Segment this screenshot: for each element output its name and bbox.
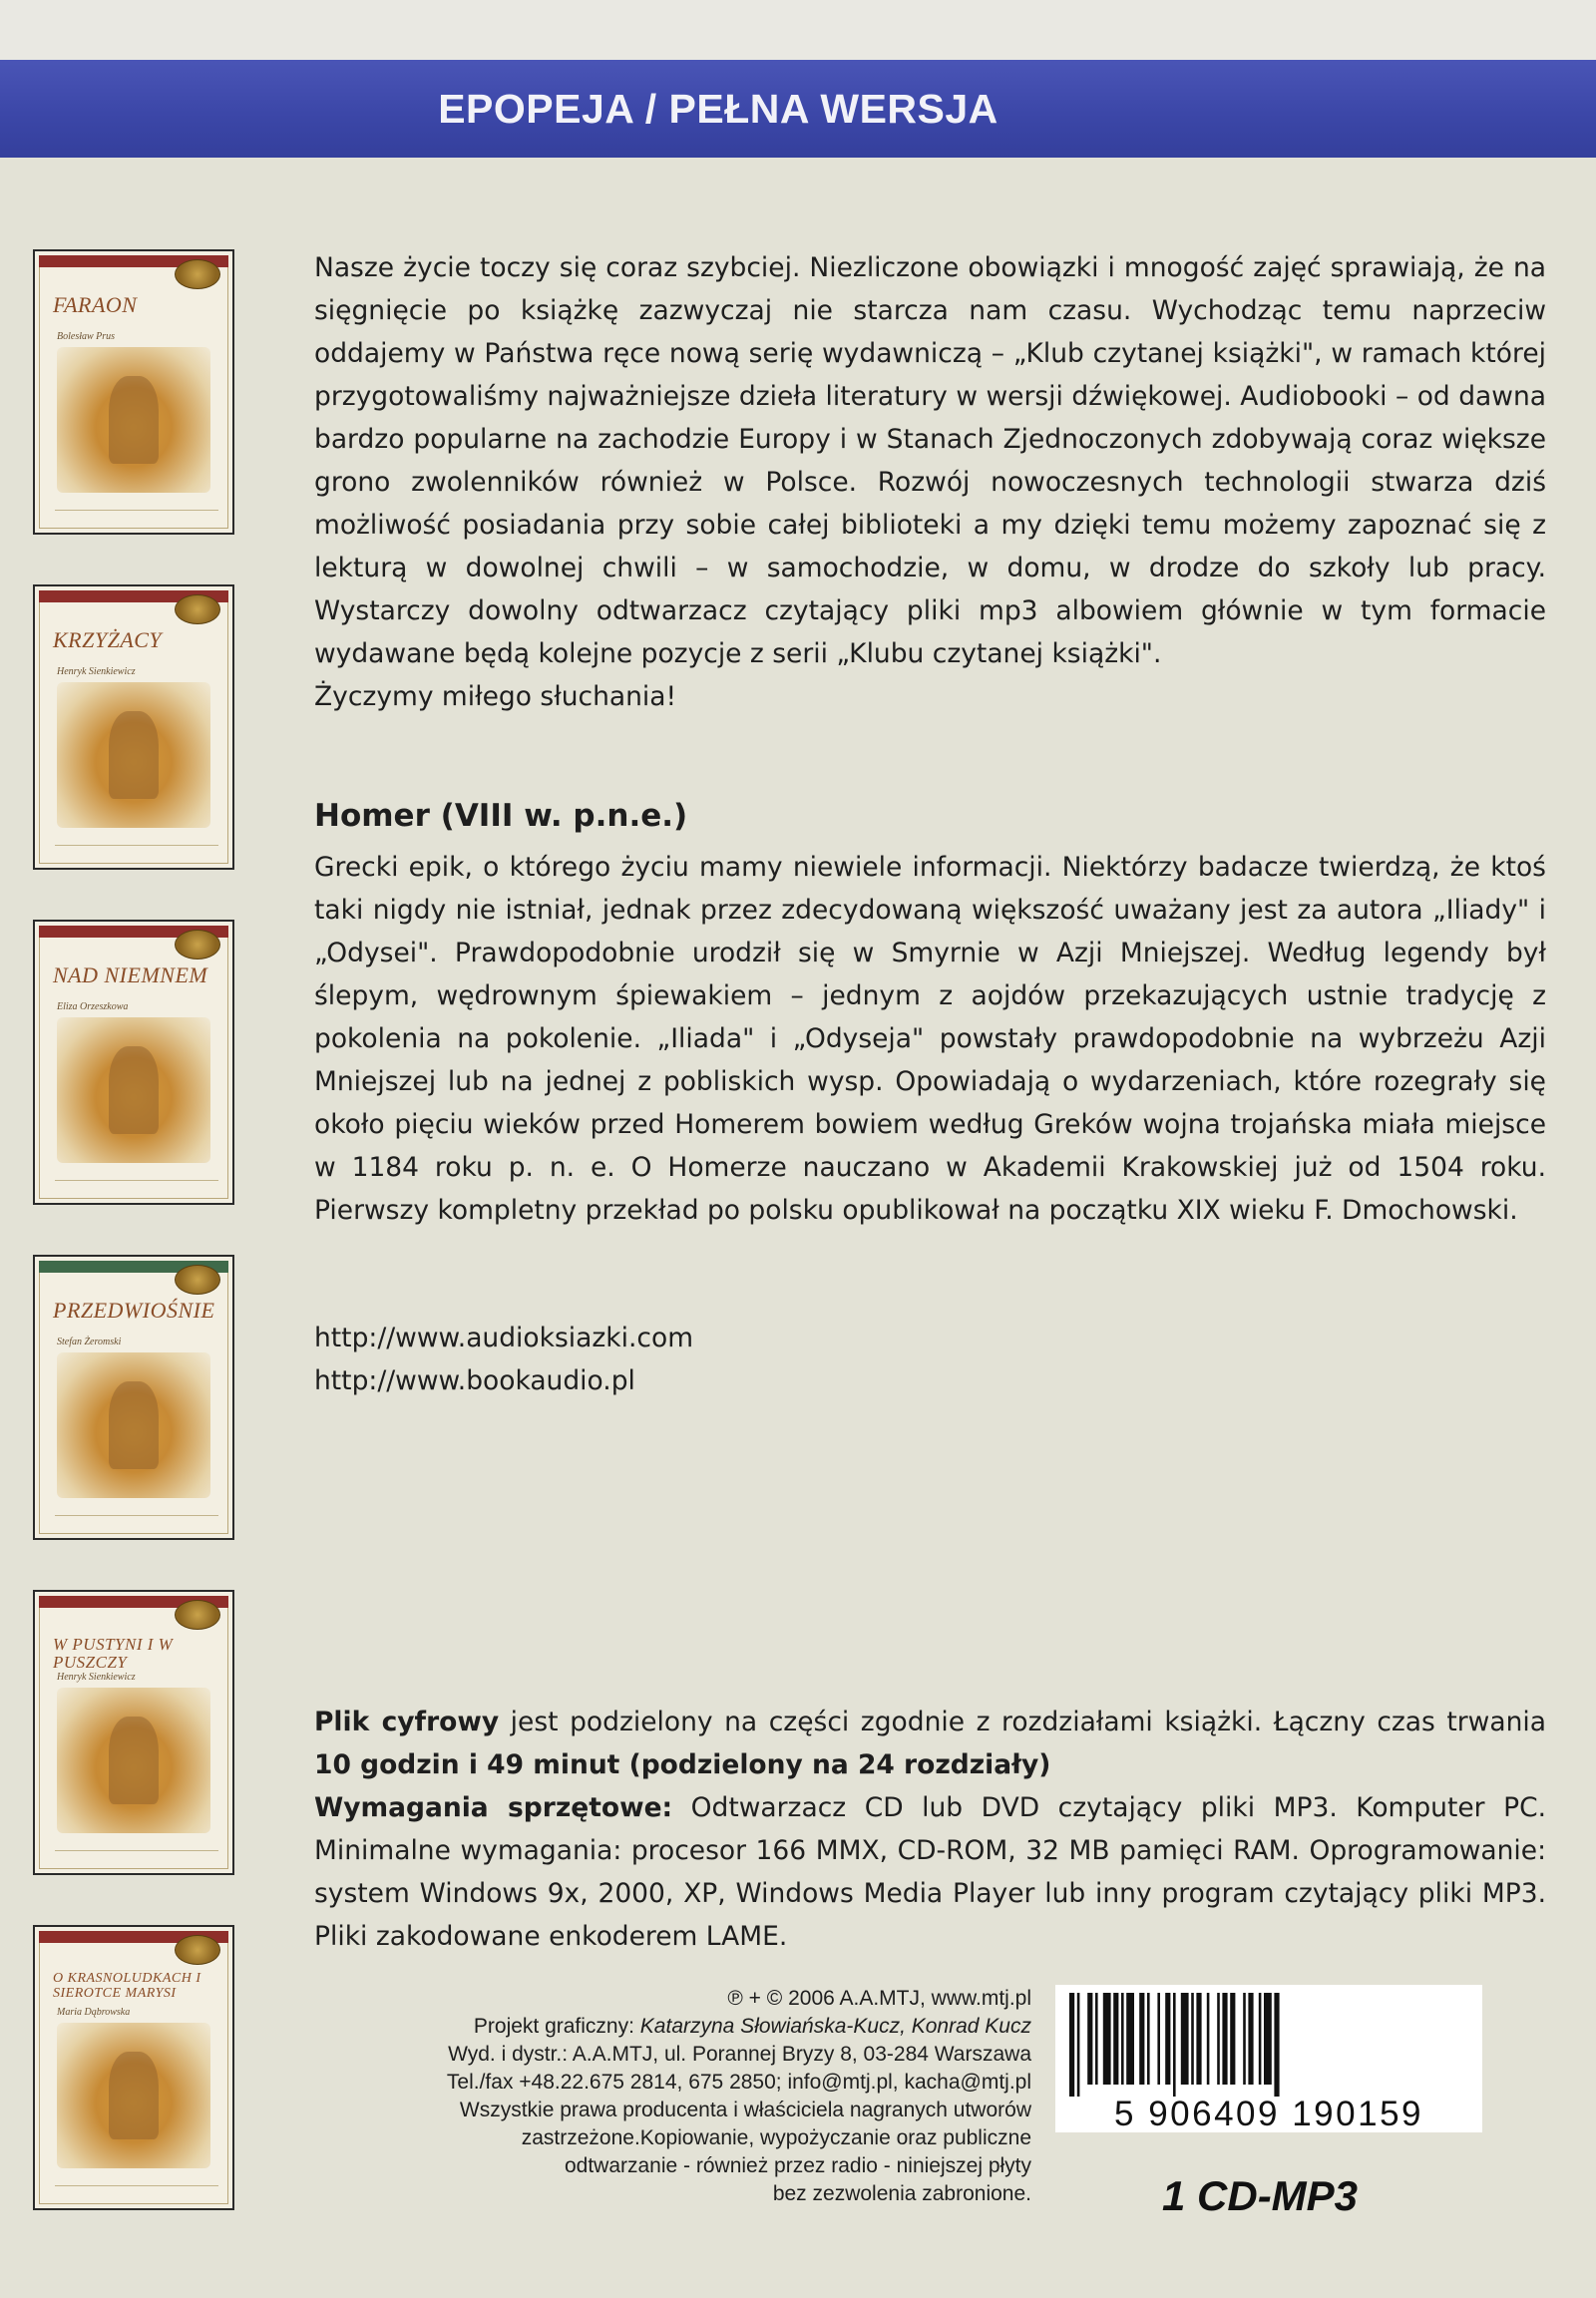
requirements-label: Wymagania sprzętowe: (314, 1792, 673, 1823)
cover-author: Henryk Sienkiewicz (57, 666, 136, 677)
cover-thumbnail (33, 1590, 234, 1875)
barcode-bar (1095, 1993, 1098, 2085)
badge-icon (175, 930, 220, 959)
cover-illustration (57, 2023, 210, 2168)
barcode (1055, 1985, 1482, 2132)
barcode-bar (1103, 1993, 1111, 2085)
cover-thumbnail (33, 249, 234, 535)
barcode-bar (1243, 1993, 1246, 2085)
credits (249, 1985, 1031, 2208)
intro-closing: Życzymy miłego słuchania! (314, 681, 677, 712)
badge-icon (175, 1935, 220, 1965)
homer-heading: Homer (VIII w. p.n.e.) (314, 798, 688, 834)
barcode-bar (1274, 1993, 1279, 2097)
technical-info (314, 1701, 1546, 1958)
barcode-bar (1222, 1993, 1227, 2085)
rights-notice: odtwarzanie - również przez radio - niniejszej płyty (564, 2154, 1031, 2177)
badge-icon (175, 594, 220, 624)
designer-names: Katarzyna Słowiańska-Kucz, Konrad Kucz (639, 2015, 1031, 2038)
barcode-bar (1077, 1993, 1080, 2097)
barcode-bar (1126, 1993, 1134, 2085)
cover-title: FARAON (53, 292, 138, 317)
links-section (314, 1317, 693, 1402)
barcode-bar (1121, 1993, 1124, 2085)
publisher-address: Wyd. i dystr.: A.A.MTJ, ul. Porannej Bryzy 8, 03-284 Warszawa (448, 2043, 1031, 2066)
barcode-bar (1165, 1993, 1170, 2085)
cover-thumbnail (33, 920, 234, 1205)
cover-title: KRZYŻACY (53, 627, 163, 652)
barcode-bar (1157, 1993, 1160, 2085)
barcode-bar (1087, 1993, 1092, 2085)
design-credit: Projekt graficzny: Katarzyna Słowiańska-Kucz, Konrad Kucz (473, 2015, 1031, 2038)
barcode-bar (1147, 1993, 1150, 2085)
cover-illustration (57, 1352, 210, 1498)
barcode-bar (1217, 1993, 1220, 2085)
cover-illustration (57, 682, 210, 828)
copyright-line: ℗ + © 2006 A.A.MTJ, www.mtj.pl (727, 1987, 1031, 2010)
barcode-bar (1230, 1993, 1235, 2085)
barcode-bar (1207, 1993, 1210, 2085)
website-link[interactable]: http://www.bookaudio.pl (314, 1365, 635, 1396)
file-text: jest podzielony na części zgodnie z rozdziałami książki. Łączny czas trwania (499, 1707, 1546, 1737)
intro-paragraph: Nasze życie toczy się coraz szybciej. Niezliczone obowiązki i mnogość zajęć sprawiają, że na sięgnięcie po książkę zazwyczaj nie starcza nam czasu. Wychodząc temu naprzeciw oddajemy w Państwa ręce nową serię wydawniczą – „Klub czytanej książki", w ramach której przygotowaliśmy najważniejsze dzieła literatury w wersji dźwiękowej. Audiobooki – od dawna bardzo popularne na zachodzie Europy i w Stanach Zjednoczonych zdobywają coraz większe grono zwolenników również w Polsce. Rozwój nowoczesnych technologii stwarza dziś możliwość posiadania przy sobie całej biblioteki a my dzięki temu możemy zapoznać się z lekturą w dowolnej chwili – w samochodzie, w domu, w drodze do szkoły lub pracy. Wystarczy dowolny odtwarzacz czytający pliki mp3 albowiem głównie w tym formacie wydawane będą kolejne pozycje z serii „Klubu czytanej książki". (314, 252, 1546, 669)
badge-icon (175, 1265, 220, 1295)
badge-icon (175, 259, 220, 289)
rights-notice: Wszystkie prawa producenta i właściciela nagranych utworów (459, 2099, 1031, 2121)
cover-author: Eliza Orzeszkowa (57, 1001, 129, 1012)
homer-biography: Grecki epik, o którego życiu mamy niewiele informacji. Niektórzy badacze twierdzą, że ktoś taki nigdy nie istniał, jednak przez zdecydowaną większość uważany jest za autora „Iliady" i „Odysei". Prawdopodobnie urodził się w Smyrnie w Azji Mniejszej. Według legendy był ślepym, wędrownym śpiewakiem – jednym z aojdów przekazujących ustnie tradycję z pokolenia na pokolenie. „Iliada" i „Odyseja" powstały prawdopodobnie na wybrzeżu Azji Mniejszej lub na jednej z pobliskich wysp. Opowiadają o wydarzeniach, które rozegrały się około pięciu wieków przed Homerem bowiem według Greków wojna trojańska miała miejsce w 1184 roku p. n. e. O Homerze nauczano w Akademii Krakowskiej już od 1504 roku. Pierwszy kompletny przekład po polsku opublikował na początku XIX wieku F. Dmochowski. (314, 852, 1546, 1226)
duration: 10 godzin i 49 minut (podzielony na 24 rozdziały) (314, 1749, 1051, 1780)
cover-thumbnail (33, 1925, 234, 2210)
cover-title: PRZEDWIOŚNIE (53, 1298, 215, 1323)
cover-illustration (57, 1688, 210, 1833)
barcode-bar (1069, 1993, 1074, 2097)
barcode-bars (1065, 1993, 1472, 2097)
requirements-text: Odtwarzacz CD lub DVD czytający pliki MP3. Komputer PC. Minimalne wymagania: procesor 166 MMX, CD-ROM, 32 MB pamięci RAM. Oprogramowanie: system Windows 9x, 2000, XP, Windows Media Player lub inny program czytający pliki MP3. Pliki zakodowane enkoderem LAME. (314, 1792, 1546, 1952)
cover-title: NAD NIEMNEM (53, 962, 208, 987)
cover-illustration (57, 1017, 210, 1163)
title-banner (0, 60, 1596, 158)
intro-section (314, 246, 1546, 718)
barcode-bar (1139, 1993, 1144, 2085)
top-strip (0, 0, 1596, 60)
barcode-bar (1264, 1993, 1272, 2085)
barcode-number: 5 906409 190159 (1114, 2095, 1423, 2133)
file-label: Plik cyfrowy (314, 1707, 500, 1737)
rights-notice: zastrzeżone.Kopiowanie, wypożyczanie oraz publiczne (521, 2126, 1031, 2149)
cover-author: Stefan Żeromski (57, 1337, 122, 1347)
banner-title: EPOPEJA / PEŁNA WERSJA (438, 85, 998, 132)
cover-title: W PUSTYNI I W PUSZCZY (53, 1635, 174, 1672)
cover-author: Maria Dąbrowska (57, 2007, 131, 2018)
barcode-bar (1191, 1993, 1194, 2085)
barcode-bar (1248, 1993, 1253, 2085)
barcode-bar (1196, 1993, 1201, 2085)
website-link[interactable]: http://www.audioksiazki.com (314, 1323, 694, 1353)
format-label: 1 CD-MP3 (1162, 2172, 1359, 2219)
rights-notice: bez zezwolenia zabronione. (772, 2182, 1031, 2205)
cover-author: Henryk Sienkiewicz (57, 1672, 136, 1683)
barcode-bar (1181, 1993, 1189, 2085)
cover-thumbnail (33, 584, 234, 870)
barcode-bar (1259, 1993, 1262, 2085)
cover-thumbnail (33, 1255, 234, 1540)
publisher-contact: Tel./fax +48.22.675 2814, 675 2850; info@mtj.pl, kacha@mtj.pl (446, 2071, 1031, 2094)
cover-author: Bolesław Prus (57, 331, 116, 342)
cover-title: O KRASNOLUDKACH I SIEROTCE MARYSI (53, 1971, 201, 2001)
cover-illustration (57, 347, 210, 493)
barcode-bar (1173, 1993, 1176, 2097)
barcode-bar (1113, 1993, 1118, 2085)
badge-icon (175, 1600, 220, 1630)
